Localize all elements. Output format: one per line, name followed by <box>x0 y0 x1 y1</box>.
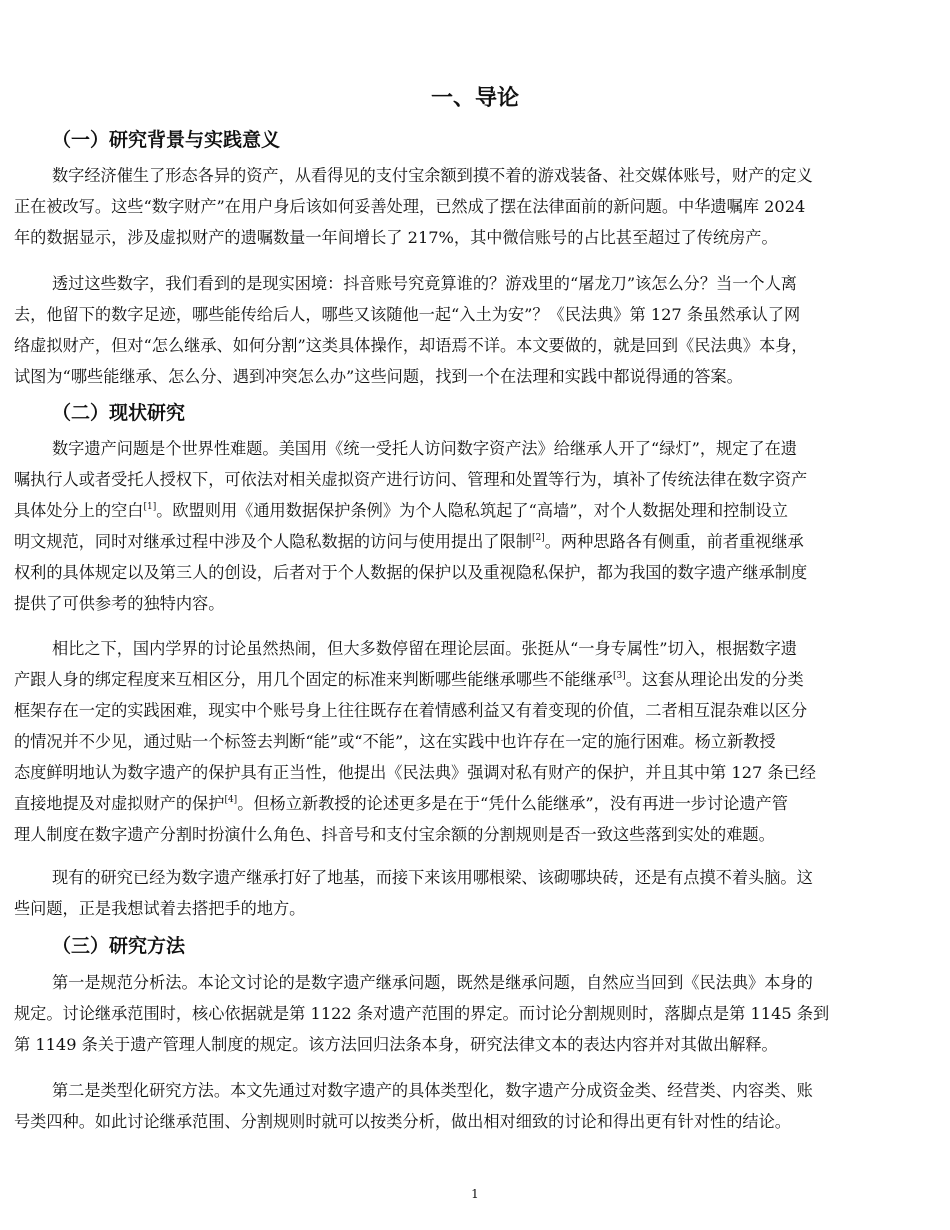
text-line <box>14 588 936 619</box>
line-text: 年的数据显示，涉及虚拟财产的遗嘱数量一年间增长了 217%，其中微信账号的占比甚至超过了传统房产。 <box>14 228 778 247</box>
text-line <box>14 1106 936 1137</box>
line-text: 态度鲜明地认为数字遗产的保护具有正当性，他提出《民法典》强调对私有财产的保护，并且其中第 127 条已经 <box>14 763 816 782</box>
line-text: 试图为“哪些能继承、怎么分、遇到冲突怎么办”这些问题，找到一个在法理和实践中都说得通的答案。 <box>14 367 743 386</box>
paragraph <box>14 1075 936 1137</box>
text-line <box>14 160 936 191</box>
line-text: 。这套从理论出发的分类 <box>625 670 804 689</box>
text-line <box>14 464 936 495</box>
text-line <box>14 222 936 253</box>
line-text: 产跟人身的绑定程度来互相区分，用几个固定的标准来判断哪些能继承哪些不能继承 <box>14 670 613 689</box>
line-text: 嘱执行人或者受托人授权下，可依法对相关虚拟资产进行访问、管理和处置等行为，填补了传统法律在数字资产 <box>14 470 808 489</box>
citation-marker: [3] <box>612 671 626 681</box>
line-text: 号类四种。如此讨论继承范围、分割规则时就可以按类分析，做出相对细致的讨论和得出更有针对性的结论。 <box>14 1112 791 1131</box>
line-text: 第一是规范分析法。本论文讨论的是数字遗产继承问题，既然是继承问题，自然应当回到《民法典》本身的 <box>52 973 813 992</box>
line-text: 相比之下，国内学界的讨论虽然热闹，但大多数停留在理论层面。张挺从“一身专属性”切入，根据数字遗 <box>52 639 797 658</box>
text-line <box>14 433 936 464</box>
section-heading: （三）研究方法 <box>52 935 186 957</box>
text-line <box>14 695 936 726</box>
line-text: 些问题，正是我想试着去搭把手的地方。 <box>14 899 306 918</box>
text-line <box>14 330 936 361</box>
text-line <box>14 1075 936 1106</box>
line-text: 去，他留下的数字足迹，哪些能传给后人，哪些又该随他一起“入土为安”？《民法典》第 127 条虽然承认了网 <box>14 305 801 324</box>
text-line <box>14 495 936 526</box>
text-line <box>14 1029 936 1060</box>
line-text: 。两种思路各有侧重，前者重视继承 <box>544 532 804 551</box>
line-text: 直接地提及对虚拟财产的保护 <box>14 794 225 813</box>
text-line <box>14 361 936 392</box>
paragraph <box>14 433 936 619</box>
text-line <box>14 299 936 330</box>
line-text: 数字经济催生了形态各异的资产，从看得见的支付宝余额到摸不着的游戏装备、社交媒体账号，财产的定义 <box>52 166 813 185</box>
line-text: 框架存在一定的实践困难，现实中个账号身上往往既存在着情感利益又有着变现的价值，二者相互混杂难以区分 <box>14 701 808 720</box>
paragraph <box>14 862 936 924</box>
line-text: 透过这些数字，我们看到的是现实困境：抖音账号究竟算谁的？游戏里的“屠龙刀”该怎么分？当一个人离 <box>52 274 797 293</box>
line-text: 权利的具体规定以及第三人的创设，后者对于个人数据的保护以及重视隐私保护，都为我国的数字遗产继承制度 <box>14 563 808 582</box>
text-line <box>14 268 936 299</box>
line-text: 明文规范，同时对继承过程中涉及个人隐私数据的访问与使用提出了限制 <box>14 532 532 551</box>
text-line <box>14 664 936 695</box>
line-text: 第 1149 条关于遗产管理人制度的规定。该方法回归法条本身，研究法律文本的表达内容并对其做出解释。 <box>14 1035 778 1054</box>
line-text: 现有的研究已经为数字遗产继承打好了地基，而接下来该用哪根梁、该砌哪块砖，还是有点摸不着头脑。这 <box>52 868 813 887</box>
line-text: 第二是类型化研究方法。本文先通过对数字遗产的具体类型化，数字遗产分成资金类、经营类、内容类、账 <box>52 1081 813 1100</box>
line-text: 理人制度在数字遗产分割时扮演什么角色、抖音号和支付宝余额的分割规则是否一致这些落到实处的难题。 <box>14 825 775 844</box>
text-line <box>14 726 936 757</box>
text-line <box>14 757 936 788</box>
paragraph <box>14 268 936 392</box>
citation-marker: [4] <box>224 795 238 805</box>
text-line <box>14 191 936 222</box>
text-line <box>14 893 936 924</box>
paragraph <box>14 967 936 1060</box>
text-line <box>14 998 936 1029</box>
text-line <box>14 557 936 588</box>
line-text: 规定。讨论继承范围时，核心依据就是第 1122 条对遗产范围的界定。而讨论分割规则时，落脚点是第 1145 条到 <box>14 1004 830 1023</box>
text-line <box>14 788 936 819</box>
line-text: 提供了可供参考的独特内容。 <box>14 594 225 613</box>
line-text: 正在被改写。这些“数字财产”在用户身后该如何妥善处理，已然成了摆在法律面前的新问题。中华遗嘱库 2024 <box>14 197 806 216</box>
text-line <box>14 967 936 998</box>
line-text: 数字遗产问题是个世界性难题。美国用《统一受托人访问数字资产法》给继承人开了“绿灯”，规定了在遗 <box>52 439 797 458</box>
paragraph <box>14 160 936 253</box>
text-line <box>14 819 936 850</box>
line-text: 的情况并不少见，通过贴一个标签去判断“能”或“不能”，这在实践中也许存在一定的施行困难。杨立新教授 <box>14 732 776 751</box>
citation-marker: [2] <box>532 533 545 543</box>
line-text: 。欧盟则用《通用数据保护条例》为个人隐私筑起了“高墙”，对个人数据处理和控制设立 <box>156 501 788 520</box>
text-line <box>14 526 936 557</box>
section-heading: （一）研究背景与实践意义 <box>52 129 281 151</box>
line-text: 。但杨立新教授的论述更多是在于“凭什么能继承”，没有再进一步讨论遗产管 <box>237 794 788 813</box>
section-heading: （二）现状研究 <box>52 402 186 424</box>
citation-marker: [1] <box>143 502 157 512</box>
page-number: 1 <box>471 1187 479 1201</box>
line-text: 络虚拟财产，但对“怎么继承、如何分割”这类具体操作，却语焉不详。本文要做的，就是回到《民法典》本身， <box>14 336 808 355</box>
chapter-title: 一、导论 <box>430 86 519 111</box>
text-line <box>14 633 936 664</box>
line-text: 具体处分上的空白 <box>14 501 144 520</box>
paragraph <box>14 633 936 850</box>
text-line <box>14 862 936 893</box>
